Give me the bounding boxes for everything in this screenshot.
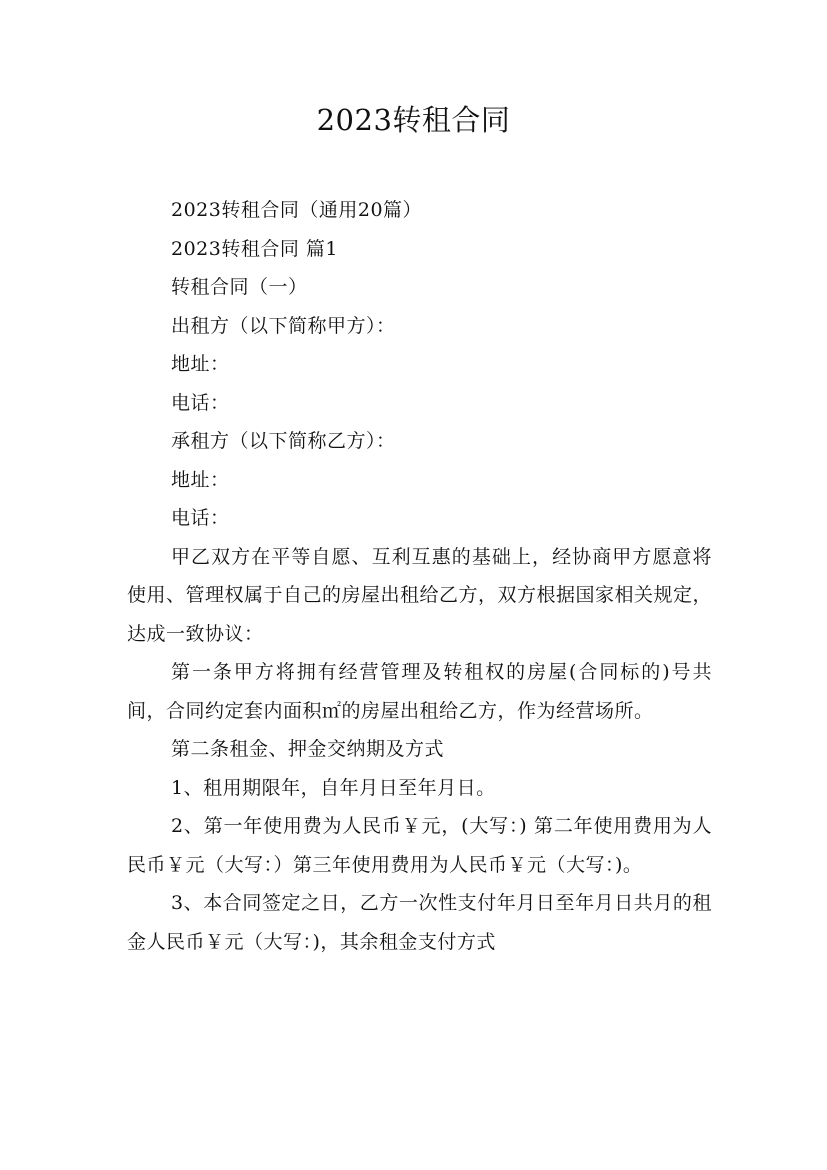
paragraph: 2023转租合同 篇1 bbox=[171, 237, 338, 260]
paragraph: 承租方（以下简称乙方）： bbox=[171, 430, 396, 452]
paragraph: 第一条甲方将拥有经营管理及转租权的房屋(合同标的)号共间，合同约定套内面积㎡的房屋出租给乙方，作为经营场所。 bbox=[127, 661, 712, 722]
paragraph: 转租合同（一） bbox=[171, 276, 308, 298]
paragraph: 3、本合同签定之日，乙方一次性支付年月日至年月日共月的租金人民币￥元（大写：)，其余租金支付方式 bbox=[127, 892, 712, 953]
paragraph: 第二条租金、押金交纳期及方式 bbox=[171, 738, 445, 760]
document-body bbox=[127, 191, 712, 961]
document-title: 2023转租合同 bbox=[316, 103, 511, 137]
paragraph: 电话： bbox=[171, 507, 230, 529]
paragraph: 电话： bbox=[171, 391, 230, 414]
paragraph: 2、第一年使用费为人民币￥元，(大写：) 第二年使用费用为人民币￥元（大写：）第三年使用费用为人民币￥元（大写：)。 bbox=[127, 815, 712, 876]
paragraph: 2023转租合同（通用20篇） bbox=[171, 199, 423, 221]
paragraph: 地址： bbox=[171, 468, 230, 491]
paragraph: 出租方（以下简称甲方）： bbox=[171, 314, 396, 337]
paragraph: 甲乙双方在平等自愿、互利互惠的基础上，经协商甲方愿意将使用、管理权属于自己的房屋出租给乙方，双方根据国家相关规定，达成一致协议： bbox=[127, 545, 713, 645]
paragraph: 地址： bbox=[171, 353, 230, 375]
paragraph: 1、租用期限年，自年月日至年月日。 bbox=[171, 776, 496, 799]
